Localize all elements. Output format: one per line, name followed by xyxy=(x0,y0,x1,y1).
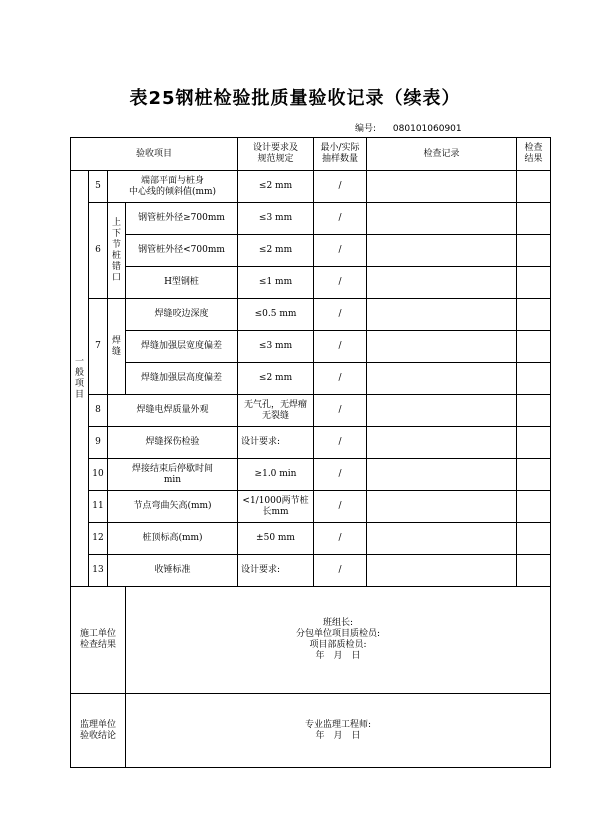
code-value: 080101060901 xyxy=(392,124,462,134)
row-item: 焊缝加强层高度偏差 xyxy=(126,363,238,395)
table-row xyxy=(71,555,551,587)
row-result[interactable] xyxy=(517,363,551,395)
row-item: 端部平面与桩身 中心线的倾斜值(mm) xyxy=(108,171,238,203)
table-row xyxy=(71,299,551,331)
row-result[interactable] xyxy=(517,331,551,363)
table-row xyxy=(71,395,551,427)
row-result[interactable] xyxy=(517,523,551,555)
table-row xyxy=(71,363,551,395)
row-sample: / xyxy=(314,267,367,299)
construction-label: 施工单位 检查结果 xyxy=(71,587,126,694)
row-result[interactable] xyxy=(517,203,551,235)
row-item: 钢管桩外径≥700mm xyxy=(126,203,238,235)
row-result[interactable] xyxy=(517,555,551,587)
row-sample: / xyxy=(314,203,367,235)
row-design: 无气孔，无焊瘤 无裂缝 xyxy=(238,395,314,427)
sub-inspector-label: 分包单位项目质检员: xyxy=(295,629,381,639)
table-row xyxy=(71,331,551,363)
row-result[interactable] xyxy=(517,427,551,459)
row-record[interactable] xyxy=(367,331,517,363)
row-number: 10 xyxy=(89,459,108,491)
row-result[interactable] xyxy=(517,235,551,267)
row-record[interactable] xyxy=(367,363,517,395)
row-record[interactable] xyxy=(367,171,517,203)
row-item: 焊缝探伤检验 xyxy=(108,427,238,459)
supervision-sign-area[interactable] xyxy=(126,694,551,768)
row-design: ≥1.0 min xyxy=(238,459,314,491)
table-row xyxy=(71,427,551,459)
construction-date: 年 月 日 xyxy=(315,651,361,661)
table-row xyxy=(71,267,551,299)
group-label: 焊 缝 xyxy=(108,299,126,395)
supervision-label: 监理单位 验收结论 xyxy=(71,694,126,768)
row-item: 桩顶标高(mm) xyxy=(108,523,238,555)
row-sample: / xyxy=(314,331,367,363)
row-record[interactable] xyxy=(367,299,517,331)
row-sample: / xyxy=(314,491,367,523)
row-sample: / xyxy=(314,427,367,459)
row-sample: / xyxy=(314,459,367,491)
row-number: 7 xyxy=(89,299,108,395)
page-title: 表25钢桩检验批质量验收记录（续表） xyxy=(129,88,461,109)
row-design: ≤3 mm xyxy=(238,331,314,363)
row-design: ≤2 mm xyxy=(238,171,314,203)
category-label: 一 般 项 目 xyxy=(71,171,89,587)
row-record[interactable] xyxy=(367,235,517,267)
header-sample: 最小/实际 抽样数量 xyxy=(314,138,367,171)
row-item: 钢管桩外径<700mm xyxy=(126,235,238,267)
row-record[interactable] xyxy=(367,555,517,587)
engineer-label: 专业监理工程师: xyxy=(304,719,372,730)
row-item: H型钢桩 xyxy=(126,267,238,299)
row-record[interactable] xyxy=(367,427,517,459)
row-result[interactable] xyxy=(517,267,551,299)
row-design: ≤1 mm xyxy=(238,267,314,299)
header-result: 检查 结果 xyxy=(517,138,551,171)
team-leader-label: 班组长: xyxy=(322,618,354,628)
row-number: 5 xyxy=(89,171,108,203)
table-row xyxy=(71,491,551,523)
row-design: ≤2 mm xyxy=(238,363,314,395)
row-record[interactable] xyxy=(367,395,517,427)
row-record[interactable] xyxy=(367,523,517,555)
row-item: 焊缝加强层宽度偏差 xyxy=(126,331,238,363)
row-number: 11 xyxy=(89,491,108,523)
row-number: 6 xyxy=(89,203,108,299)
table-row xyxy=(71,171,551,203)
row-design: 设计要求: xyxy=(238,427,314,459)
row-record[interactable] xyxy=(367,459,517,491)
row-sample: / xyxy=(314,523,367,555)
table-row xyxy=(71,235,551,267)
group-label: 上 下 节 桩 错 口 xyxy=(108,203,126,299)
code-label: 编号: xyxy=(355,124,377,134)
header-row xyxy=(71,138,551,171)
header-design: 设计要求及 规范规定 xyxy=(238,138,314,171)
row-result[interactable] xyxy=(517,171,551,203)
row-item: 收锤标准 xyxy=(108,555,238,587)
row-sample: / xyxy=(314,363,367,395)
construction-row xyxy=(71,587,551,694)
table-row xyxy=(71,203,551,235)
row-design: ±50 mm xyxy=(238,523,314,555)
row-design: ≤0.5 mm xyxy=(238,299,314,331)
row-item: 焊缝咬边深度 xyxy=(126,299,238,331)
row-sample: / xyxy=(314,299,367,331)
row-item: 焊接结束后停歇时间 min xyxy=(108,459,238,491)
row-number: 12 xyxy=(89,523,108,555)
row-design: 设计要求: xyxy=(238,555,314,587)
row-result[interactable] xyxy=(517,299,551,331)
row-design: ≤3 mm xyxy=(238,203,314,235)
inspector-label: 项目部质检员: xyxy=(309,640,367,650)
row-sample: / xyxy=(314,171,367,203)
supervision-date: 年 月 日 xyxy=(315,730,361,741)
construction-sign-area[interactable] xyxy=(126,587,551,694)
row-sample: / xyxy=(314,235,367,267)
form-code xyxy=(355,121,462,134)
row-record[interactable] xyxy=(367,203,517,235)
row-item: 节点弯曲矢高(mm) xyxy=(108,491,238,523)
row-number: 13 xyxy=(89,555,108,587)
table-row xyxy=(71,459,551,491)
row-sample: / xyxy=(314,555,367,587)
row-item: 焊缝电焊质量外观 xyxy=(108,395,238,427)
row-record[interactable] xyxy=(367,491,517,523)
row-number: 8 xyxy=(89,395,108,427)
row-result[interactable] xyxy=(517,395,551,427)
row-sample: / xyxy=(314,395,367,427)
row-design: ≤2 mm xyxy=(238,235,314,267)
header-item: 验收项目 xyxy=(71,138,238,171)
supervision-row xyxy=(71,694,551,768)
header-record: 检查记录 xyxy=(367,138,517,171)
row-result[interactable] xyxy=(517,491,551,523)
row-record[interactable] xyxy=(367,267,517,299)
table-row xyxy=(71,523,551,555)
inspection-table xyxy=(70,137,551,768)
row-result[interactable] xyxy=(517,459,551,491)
row-number: 9 xyxy=(89,427,108,459)
row-design: <1/1000两节桩 长mm xyxy=(238,491,314,523)
